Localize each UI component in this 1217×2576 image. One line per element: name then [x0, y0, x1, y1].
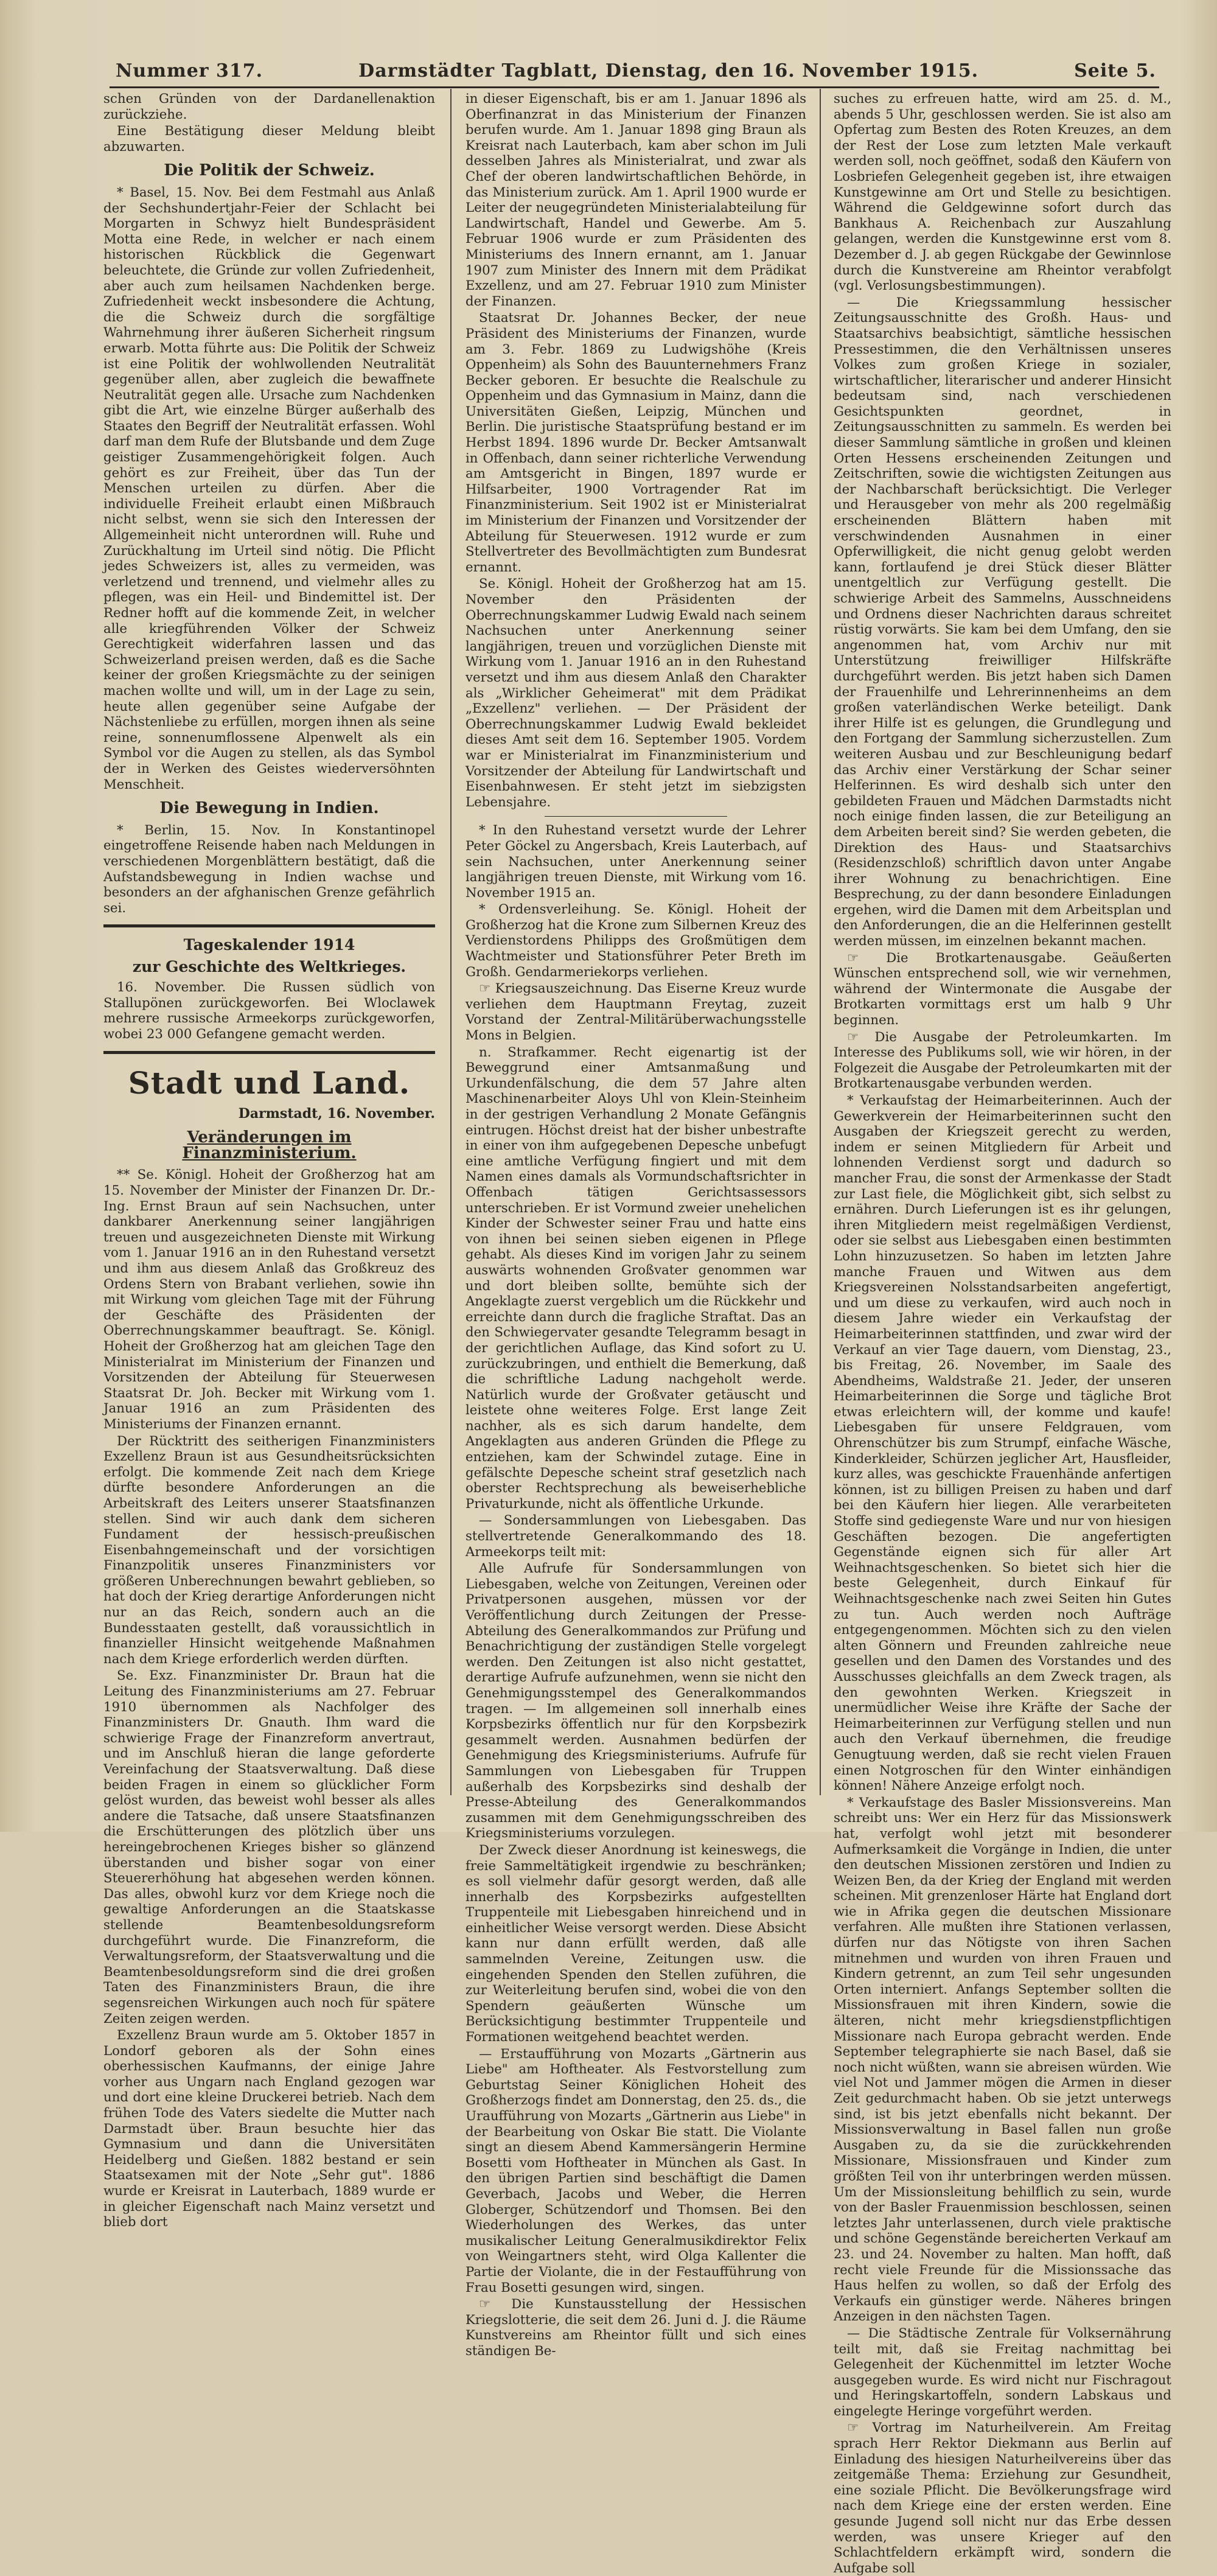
article-rule: [545, 816, 727, 817]
calendar-entry: 16. November. Die Russen südlich von Stallupönen zurückgeworfen. Bei Wloclawek mehrere russische Armeekorps zurückgeworfen, wobei 23 000 Gefangene gemacht werden.: [103, 980, 435, 1042]
article-text: ☞ Vortrag im Naturheilverein. Am Freitag sprach Herr Rektor Diekmann aus Berlin auf Einladung des hiesigen Naturheilvereins über das zeitgemäße Thema: Erziehung zur Gesundheit, eine soziale Pflicht. Die Bevölkerungsfrage wird nach dem Kriege eine der ersten werden. Eine gesunde Jugend soll nicht nur das Erbe dessen werden, was unsere Krieger auf den Schlachtfeldern erkämpft wird, sondern die Aufgabe soll: [834, 2420, 1171, 2576]
article-text: Se. Exz. Finanzminister Dr. Braun hat die Leitung des Finanzministeriums am 27. Februar 1910 übernommen als Nachfolger des Finanzministers Dr. Gnauth. Ihm ward die schwierige Frage der Finanzreform anvertraut, und im Anschluß hieran die lange geforderte Vereinfachung der Staatsverwaltung. Daß diese beiden Fragen in einem so glücklicher Form gelöst wurden, das beweist wohl besser als alles andere die Tatsache, daß unsere Staatsfinanzen die Erschütterungen des plötzlich über uns hereingebrochenen Krieges bisher so glänzend überstanden und bisher sogar von einer Steuererhöhung hat abgesehen werden können. Das alles, obwohl kurz vor dem Kriege noch die gewaltige Anforderungen an die Staatskasse stellende Beamtenbesoldungsreform durchgeführt wurde. Die Finanzreform, die Verwaltungsreform, der Staatsverwaltung und die Beamtenbesoldungsreform sind die drei großen Taten des Finanzministers Braun, die ihre segensreichen Wirkungen auch noch für spätere Zeiten zeigen werden.: [103, 1668, 435, 2026]
article-text: Exzellenz Braun wurde am 5. Oktober 1857 in Londorf geboren als der Sohn eines oberhessischen Kaufmanns, der einige Jahre vorher aus Ungarn nach England gezogen war und dort eine kleine Druckerei betrieb. Nach dem frühen Tode des Vaters siedelte die Mutter nach Darmstadt über. Braun besuchte hier das Gymnasium und dann die Universitäten Heidelberg und Gießen. 1882 bestand er sein Staatsexamen mit der Note „Sehr gut". 1886 wurde er Kreisrat in Lauterbach, 1889 wurde er in gleicher Eigenschaft nach Mainz versetzt und blieb dort: [103, 2028, 435, 2230]
article-text: ☞ Die Kunstausstellung der Hessischen Kriegslotterie, die seit dem 26. Juni d. J. die Räume Kunstvereins am Rheintor füllt und sich eines ständigen Be-: [466, 2297, 806, 2359]
section-rule: [103, 1051, 435, 1054]
calendar-subheading: zur Geschichte des Weltkrieges.: [132, 958, 406, 976]
article-text: ☞ Die Brotkartenausgabe. Geäußerten Wünschen entsprechend soll, wie wir vernehmen, während der Wintermonate die Ausgabe der Brotkarten vormittags erst um halb 9 Uhr beginnen.: [834, 950, 1171, 1028]
column-3: [834, 91, 1171, 2576]
article-text: — Sondersammlungen von Liebesgaben. Das stellvertretende Generalkommando des 18. Armeekorps teilt mit:: [466, 1513, 806, 1560]
article-text: schen Gründen von der Dardanellenaktion zurückziehe.: [103, 91, 435, 122]
article-text: n. Strafkammer. Recht eigenartig ist der Beweggrund einer Amtsanmaßung und Urkundenfälschung, die dem 57 Jahre alten Maschinenarbeiter Aloys Uhl von Klein-Steinheim in der gestrigen Verhandlung 2 Monate Gefängnis eintrugen. Höchst dreist hat der bisher unbestrafte in einer von ihm aufgegebenen Depesche unbefugt eine amtliche Verfügung fingiert und mit dem Namen eines damals als Vormundschaftsrichter in Offenbach tätigen Gerichtsassessors unterschrieben. Er ist Vormund zweier unehelichen Kinder der Schwester seiner Frau und hatte eins von ihnen bei seinen sieben eigenen in Pflege gehabt. Als dieses Kind im vorigen Jahr zu seinem auswärts wohnenden Großvater genommen war und dort bleiben sollte, bemühte sich der Angeklagte zuerst vergeblich um die Rückkehr und erreichte dann durch die fragliche Straftat. Das an den Schwiegervater gesandte Telegramm besagt in der gerichtlichen Auflage, das Kind sofort zu U. zurückzubringen, und enthielt die Bemerkung, daß die schriftliche Ladung nachgeholt werde. Natürlich wurde der Großvater getäuscht und leistete ohne weiteres Folge. Erst lange Zeit nachher, als es sich darum handelte, dem Angeklagten aus anderen Gründen die Pflege zu entziehen, kam der Schwindel zutage. Eine in gefälschte Depesche scheint straf gesetzlich nach oberster Rechtsprechung als beweiserhebliche Privaturkunde, nicht als öffentliche Urkunde.: [466, 1044, 806, 1512]
column-divider: [450, 89, 452, 1795]
page-header: [116, 58, 1156, 83]
article-text: * Verkaufstag der Heimarbeiterinnen. Auch der Gewerkverein der Heimarbeiterinnen sucht den Ausgaben der Kriegszeit gerecht zu werden, indem er seinen Mitgliedern für Arbeit und lohnenden Verdienst sorgt und dadurch so mancher Frau, die sonst der Armenkasse der Stadt zur Last fiele, die Möglichkeit gibt, sich selbst zu ernähren. Durch Lieferungen ist es ihr gelungen, ihren Mitgliedern meist regelmäßigen Verdienst, oder sie selbst aus Liebesgaben einen bestimmten Lohn hinzuzusetzen. So haben im letzten Jahre manche Frauen und Witwen aus dem Kriegsvereinen Nolsstandsarbeiten angefertigt, und um diese zu verkaufen, wird auch noch in diesem Jahre wieder ein Verkaufstag der Heimarbeiterinnen stattfinden, und zwar wird der Verkauf an vier Tage dauern, vom Dienstag, 23., bis Freitag, 26. November, im Saale des Abendheims, Waldstraße 21. Jeder, der unseren Heimarbeiterinnen die Sorge und tägliche Brot etwas erleichtern will, der komme und kaufe! Liebesgaben für unsere Feldgrauen, vom Ohrenschützer bis zum Strumpf, einfache Wäsche, Kinderkleider, Schürzen jeglicher Art, Hausfleider, kurz alles, was geschickte Frauenhände anfertigen können, ist zu billigen Preisen zu haben und darf bei den Käufern hier liegen. Alle verarbeiteten Stoffe sind gediegenste Ware und nur von hiesigen Geschäften bezogen. Die angefertigten Gegenstände eignen sich für aller Art Weihnachtsgeschenken. So bietet sich hier die beste Gelegenheit, durch Einkauf für Weihnachtsgeschenke nach zwei Seiten hin Gutes zu tun. Auch werden noch Aufträge entgegengenommen. Möchten sich zu den vielen alten Gönnern und Freunden zahlreiche neue gesellen und den Damen des Vorstandes und des Ausschusses gleichfalls an dem Zweck tragen, als den gewohnten Werken. Kriegszeit in unermüdlicher Weise ihre Kräfte der Sache der Heimarbeiterinnen zur Verfügung stellen und nun auch den Verkauf übernehmen, die freudige Genugtuung werden, daß sie recht vielen Frauen einen Notgroschen für den Winter einhändigen können! Nähere Anzeige erfolgt noch.: [834, 1093, 1171, 1794]
article-text: suches zu erfreuen hatte, wird am 25. d. M., abends 5 Uhr, geschlossen werden. Sie ist also am Opfertag zum Besten des Roten Kreuzes, an dem der Rest der Lose zum letzten Male verkauft werden soll, noch geöffnet, sodaß den Käufern von Losbriefen Gelegenheit gegeben ist, ihre etwaigen Kunstgewinne am Ort und Stelle zu besichtigen. Während die Geldgewinne sofort durch das Bankhaus A. Reichenbach zur Auszahlung gelangen, werden die Kunstgewinne erst vom 8. Dezember d. J. ab gegen Rückgabe der Gewinnlose durch die Kunstvereine am Rheintor verabfolgt (vgl. Verlosungsbestimmungen).: [834, 91, 1171, 294]
article-text: * In den Ruhestand versetzt wurde der Lehrer Peter Göckel zu Angersbach, Kreis Lauterbach, auf sein Nachsuchen, unter Anerkennung seiner langjährigen treuen Dienste, mit Wirkung vom 16. November 1915 an.: [466, 823, 806, 901]
article-heading: Die Bewegung in Indien.: [159, 799, 379, 818]
article-text: — Die Kriegssammlung hessischer Zeitungsausschnitte des Großh. Haus- und Staatsarchivs beabsichtigt, sämtliche hessischen Pressestimmen, die den Verhältnissen unseres Volkes zum großen Kriege in sozialer, wirtschaftlicher, literarischer und anderer Hinsicht bedeutsam sind, nach verschiedenen Gesichtspunkten geordnet, in Zeitungsausschnitten zu sammeln. Es werden bei dieser Sammlung sämtliche in großen und kleinen Orten Hessens erscheinenden Zeitungen und Zeitschriften, sowie die wichtigsten Zeitungen aus der Nachbarschaft berücksichtigt. Die Verleger und Herausgeber von mehr als 200 regelmäßig erscheinenden Blättern haben mit verschwindenden Ausnahmen in einer Opferwilligkeit, die nicht genug gelobt werden kann, fortlaufend je drei Stück dieser Blätter unentgeltlich zur Verfügung gestellt. Die schwierige Arbeit des Sammelns, Ausschneidens und Ordnens dieser Nachrichten daraus schreitet rüstig vorwärts. Sie kam bei dem Umfang, den sie angenommen hat, vom Archiv nur mit Unterstützung freiwilliger Hilfskräfte durchgeführt werden. Bis jetzt haben sich Damen der Frauenhilfe und Lehrerinnenheims an dem großen vaterländischen Werke beteiligt. Dank ihrer Hilfe ist es gelungen, die Grundlegung und den Fortgang der Sammlung sicherzustellen. Zum weiteren Ausbau und zur Beschleunigung bedarf das Archiv einer Verstärkung der Schar seiner Helferinnen. Es wird deshalb sich unter den gebildeten Frauen und Mädchen Darmstadts nicht noch einige finden lassen, die zur Beteiligung an dem Arbeiten bereit sind? Sie werden gebeten, die Direktion des Haus- und Staatsarchivs (Residenzschloß) schriftlich davon unter Angabe ihrer Wohnung zu benachrichtigen. Eine Besprechung, zu der dann besondere Einladungen ergehen, wird die Damen mit dem Arbeitsplan und den Anforderungen, die an die Helferinnen gestellt werden müssen, im einzelnen bekannt machen.: [834, 295, 1171, 949]
article-text: * Basel, 15. Nov. Bei dem Festmahl aus Anlaß der Sechshundertjahr-Feier der Schlacht bei Morgarten in Schwyz hielt Bundespräsident Motta eine Rede, in welcher er nach einem historischen Rückblick die Gegenwart beleuchtete, die Gründe zur vollen Zufriedenheit, aber auch zum heilsamen Nachdenken berge. Zufriedenheit weckt insbesondere die Achtung, die die Schweiz durch die sorgfältige Wahrnehmung ihrer äußeren Sicherheit ringsum erwarb. Motta führte aus: Die Politik der Schweiz ist eine Politik der wohlwollenden Neutralität gegenüber allen, aber zugleich die bewaffnete Neutralität gegen alle. Ursache zum Nachdenken gibt die Art, wie einzelne Bürger außerhalb des Staates den Begriff der Neutralität erfassen. Wohl darf man dem Rufe der Blutsbande und dem Zuge geistiger Zusammengehörigkeit folgen. Auch gehört es zur Freiheit, über das Tun der Menschen urteilen zu dürfen. Aber die individuelle Freiheit erlaubt einen Mißbrauch nicht selbst, wenn sie sich den Interessen der Allgemeinheit nicht unterordnen will. Ruhe und Zurückhaltung im Urteil sind nötig. Die Pflicht jedes Schweizers ist, alles zu vermeiden, was verletzend und trennend, und vielmehr alles zu pflegen, was ein Heil- und Bindemittel ist. Der Redner hofft auf die kommende Zeit, in welcher alle kriegführenden Völker der Schweiz Gerechtigkeit widerfahren lassen und das Schweizerland preisen werden, daß es die Sache keiner der großen Kriegsmächte zu der seinigen machen wollte und will, um in der Lage zu sein, heute allen gegenüber seine Aufgabe der Nächstenliebe zu erfüllen, morgen ihnen als seine reine, sonnenumflossene Alpenwelt als ein Symbol vor die Augen zu stellen, als das Symbol der in Werken des Geistes wiederversöhnten Menschheit.: [103, 184, 435, 792]
calendar-heading: Tageskalender 1914: [183, 936, 355, 954]
masthead-dateline: Darmstädter Tagblatt, Dienstag, den 16. November 1915.: [358, 60, 979, 82]
article-text: — Erstaufführung von Mozarts „Gärtnerin aus Liebe" am Hoftheater. Als Festvorstellung zum Geburtstag Seiner Königlichen Hoheit des Großherzogs findet am Donnerstag, den 25. ds., die Uraufführung von Mozarts „Gärtnerin aus Liebe" in der Bearbeitung von Oskar Bie statt. Die Violante singt an diesem Abend Kammersängerin Hermine Bosetti vom Hoftheater in München als Gast. In den übrigen Partien sind beschäftigt die Damen Geverbach, Jacobs und Weber, die Herren Globerger, Schützendorf und Thomsen. Bei den Wiederholungen des Werkes, das unter musikalischer Leitung Generalmusikdirektor Felix von Weingartners steht, wird Olga Kallenter die Partie der Violante, die in der Festaufführung von Frau Bosetti gesungen wird, singen.: [466, 2046, 807, 2295]
article-heading: Die Politik der Schweiz.: [164, 161, 375, 180]
article-text: ☞ Kriegsauszeichnung. Das Eiserne Kreuz wurde verliehen dem Hauptmann Freytag, zuzeit Vorstand der Zentral-Militärüberwachungsstelle Mons in Belgien.: [466, 981, 806, 1044]
article-text: — Die Städtische Zentrale für Volksernährung teilt mit, daß sie Freitag nachmittag bei Gelegenheit der Küchenmittel im letzter Woche ausgegeben wurde. Es wird nicht nur Fischragout und Heringskartoffeln, sondern Labskaus und eingelegte Heringe vorgeführt werden.: [834, 2325, 1171, 2419]
column-1: [103, 91, 435, 2230]
article-text: Se. Königl. Hoheit der Großherzog hat am 15. November den Präsidenten der Oberrechnungskammer Ludwig Ewald nach seinem Nachsuchen unter Anerkennung seiner langjährigen, treuen und vorzüglichen Dienste mit Wirkung vom 1. Januar 1916 an in den Ruhestand versetzt und ihm aus diesem Anlaß den Charakter als „Wirklicher Geheimerat" mit dem Prädikat „Exzellenz" verliehen. — Der Präsident der Oberrechnungskammer Ludwig Ewald bekleidet dieses Amt seit dem 16. September 1905. Vordem war er Ministerialrat im Finanzministerium und Vorsitzender der Abteilung für Landwirtschaft und Eisenbahnwesen. Er steht jetzt im siebzigsten Lebensjahre.: [466, 576, 806, 810]
page-number: Seite 5.: [1074, 60, 1156, 82]
article-text: Alle Aufrufe für Sondersammlungen von Liebesgaben, welche von Zeitungen, Vereinen oder Privatpersonen ausgehen, müssen vor der Veröffentlichung durch Zeitungen der Presse-Abteilung des Generalkommandos zur Prüfung und Benachrichtigung der zuständigen Stelle vorgelegt werden. Den Zeitungen ist also nicht gestattet, derartige Aufrufe aufzunehmen, wenn sie nicht den Genehmigungsstempel des Generalkommandos tragen. — Im allgemeinen soll innerhalb eines Korpsbezirks öffentlich nur für den Korpsbezirk gesammelt werden. Ausnahmen bedürfen der Genehmigung des Kriegsministeriums. Aufrufe für Sammlungen von Liebesgaben für Truppen außerhalb des Korpsbezirks sind deshalb der Presse-Abteilung des Generalkommandos zusammen mit dem Genehmigungsschreiben des Kriegsministeriums vorzulegen.: [466, 1561, 806, 1841]
article-text: Staatsrat Dr. Johannes Becker, der neue Präsident des Ministeriums der Finanzen, wurde am 3. Febr. 1869 zu Ludwigshöhe (Kreis Oppenheim) als Sohn des Bauunternehmers Franz Becker geboren. Er besuchte die Realschule zu Oppenheim und das Gymnasium in Mainz, dann die Universitäten Gießen, Leipzig, München und Berlin. Die juristische Staatsprüfung bestand er im Herbst 1894. 1896 wurde Dr. Becker Amtsanwalt in Offenbach, dann seiner richterliche Verwendung am Amtsgericht in Bingen, 1897 wurde er Hilfsarbeiter, 1900 Vortragender Rat im Finanzministerium. Seit 1902 ist er Ministerialrat im Ministerium der Finanzen und Vorsitzender der Abteilung für Steuerwesen. 1912 wurde er zum Stellvertreter des Bevollmächtigten zum Bundesrat ernannt.: [466, 310, 806, 575]
article-text: * Berlin, 15. Nov. In Konstantinopel eingetroffene Reisende haben nach Meldungen in verschiedenen Morgenblättern bestätigt, daß die Aufstandsbewegung in Indien wachse und besonders an der afghanischen Grenze gefährlich sei.: [103, 822, 435, 916]
article-text: ☞ Die Ausgabe der Petroleumkarten. Im Interesse des Publikums soll, wie wir hören, in der Folgezeit die Ausgabe der Petroleumkarten mit der Brotkartenausgabe verbunden werden.: [834, 1029, 1171, 1092]
section-rule: [103, 924, 435, 927]
article-text: Eine Bestätigung dieser Meldung bleibt abzuwarten.: [103, 124, 435, 155]
header-rule: [110, 86, 1159, 88]
article-text: * Verkaufstage des Basler Missionsvereins. Man schreibt uns: Wer ein Herz für das Missionswerk hat, verfolgt wohl jetzt mit besonderer Aufmerksamkeit die Vorgänge in Indien, die unter den deutschen Missionen zerstören und Indien zu Weizen Ben, da der Krieg der England mit werden scheinen. Mit grenzenloser Härte hat England dort wie in Afrika gegen die deutschen Missionare verfahren. Alle mußten ihre Stationen verlassen, dürfen nur das Nötigste von ihren Sachen mitnehmen und wurden von ihren Frauen und Kindern getrennt, an zum Teil sehr ungesunden Orten interniert. Anfangs September sollten die Missionsfrauen mit ihren Kindern, sowie die älteren, nicht mehr kriegsdienstpflichtigen Missionare nach Europa gebracht werden. Ende September telegraphierte sie nach Basel, daß sie noch nicht wüßten, wann sie abreisen würden. Wie viel Not und Jammer mögen die Armen in dieser Zeit gedurchmacht haben. Ob sie jetzt unterwegs sind, ist bis jetzt ebenfalls nicht bekannt. Der Missionsverwaltung in Basel fallen nun große Ausgaben zu, da sie die zurückkehrenden Missionare, Missionsfrauen und Kinder zum größten Teil von ihr unterbringen werden müssen. Um der Missionsleitung behilflich zu sein, wurde von der Basler Frauenmission beschlossen, seinen letztes Jahr unterlassenen, durch viele praktische und schöne Gegenstände bereicherten Verkauf am 23. und 24. November zu halten. Man hofft, daß recht viele Freunde für die Missionssache das Haus helfen zu wollen, so daß der Erfolg des Verkaufs ein günstiger werde. Näheres bringen Anzeigen in den nächsten Tagen.: [834, 1795, 1171, 2325]
article-text: Der Zweck dieser Anordnung ist keineswegs, die freie Sammeltätigkeit irgendwie zu beschränken; es soll vielmehr dafür gesorgt werden, daß alle innerhalb des Korpsbezirks aufgestellten Truppenteile mit Liebesgaben hinreichend und in einheitlicher Weise versorgt werden. Diese Absicht kann nur dann erfüllt werden, daß alle sammelnden Vereine, Zeitungen usw. die eingehenden Spenden den Stellen zuführen, die zur Weiterleitung berufen sind, wobei die von den Spendern geäußerten Wünsche um Berücksichtigung bestimmter Truppenteile und Formationen weitgehend beachtet werden.: [466, 1842, 806, 2045]
column-2: [466, 91, 807, 2359]
article-text: in dieser Eigenschaft, bis er am 1. Januar 1896 als Oberfinanzrat in das Ministerium der Finanzen berufen wurde. Am 1. Januar 1898 ging Braun als Kreisrat nach Lauterbach, kam aber schon im Juli desselben Jahres als Ministerialrat, und zwar als Chef der oberen landwirtschaftlichen Behörde, in das Ministerium zurück. Am 1. April 1900 wurde er Leiter der neugegründeten Ministerialabteilung für Landwirtschaft, Handel und Gewerbe. Am 5. Februar 1906 wurde er zum Präsidenten des Ministeriums des Innern ernannt, am 1. Januar 1907 zum Minister des Innern mit dem Prädikat Exzellenz, und am 27. Februar 1910 zum Minister der Finanzen.: [466, 91, 806, 309]
article-text: ** Se. Königl. Hoheit der Großherzog hat am 15. November der Minister der Finanzen Dr. Dr.-Ing. Ernst Braun auf sein Nachsuchen, unter dankbarer Anerkennung seiner langjährigen treuen und ausgezeichneten Dienste mit Wirkung vom 1. Januar 1916 an in den Ruhestand versetzt und ihm aus diesem Anlaß das Großkreuz des Ordens Stern von Brabant verliehen, sowie ihn mit Wirkung vom gleichen Tage mit der Führung der Geschäfte des Präsidenten der Oberrechnungskammer beauftragt. Se. Königl. Hoheit der Großherzog hat am gleichen Tage den Ministerialrat im Ministerium der Finanzen und Vorsitzenden der Abteilung für Steuerwesen Staatsrat Dr. Joh. Becker mit Wirkung vom 1. Januar 1916 an zum Präsidenten des Ministeriums der Finanzen ernannt.: [103, 1167, 435, 1432]
dateline: Darmstadt, 16. November.: [238, 1105, 435, 1122]
section-title: Stadt und Land.: [128, 1064, 411, 1101]
article-text: * Ordensverleihung. Se. Königl. Hoheit der Großherzog hat die Krone zum Silbernen Kreuz des Verdienstordens Philipps des Großmütigen dem Wachtmeister und Stationsführer Peter Breth im Großh. Gendarmeriekorps verliehen.: [466, 902, 806, 980]
article-heading: Veränderungen im Finanzministerium.: [182, 1128, 357, 1162]
article-text: Der Rücktritt des seitherigen Finanzministers Exzellenz Braun ist aus Gesundheitsrücksichten erfolgt. Die kommende Zeit nach dem Kriege dürfte besondere Anforderungen an die Arbeitskraft des Leiters unserer Staatsfinanzen stellen. Sind wir auch dank dem sicheren Fundament der hessisch-preußischen Eisenbahngemeinschaft und der vorsichtigen Finanzpolitik unseres Finanzministers vor größeren Unberechnungen bewahrt geblieben, so hat doch der Krieg derartige Anforderungen nicht nur an das Reich, sondern auch an die Bundesstaaten gestellt, daß voraussichtlich in finanzieller Hinsicht weitgehende Maßnahmen nach dem Kriege erforderlich werden dürften.: [103, 1433, 435, 1667]
issue-number: Nummer 317.: [116, 60, 263, 82]
column-divider: [820, 89, 821, 1795]
